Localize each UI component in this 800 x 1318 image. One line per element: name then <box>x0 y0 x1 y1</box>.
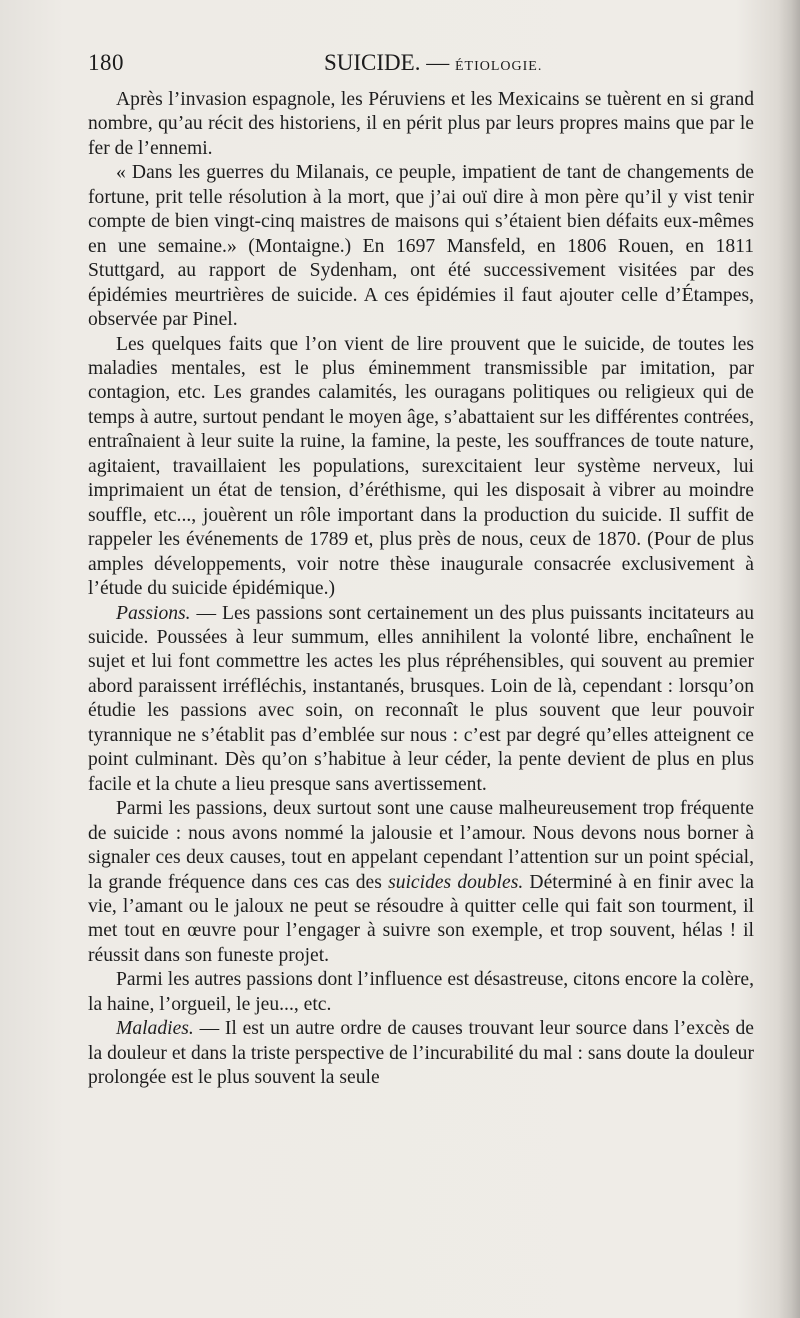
heading-dash: — <box>193 1018 225 1040</box>
section-heading-passions: Passions. <box>116 602 191 624</box>
emphasis-suicides-doubles: suicides doubles. <box>388 871 524 893</box>
paragraph-maladies <box>88 1017 754 1090</box>
paragraph-montaigne-quote: « Dans les guerres du Milanais, ce peuple, impatient de tant de changements de fortune, prit telle résolution à la mort, que j’ai ouï dire à mon père qu’il y vist tenir compte de bien vingt-cinq maistres de maisons qui s’étaient bien défaits eux-mêmes en une semaine.» (Montaigne.) En 1697 Mansfeld, en 1806 Rouen, en 1811 Stuttgard, au rapport de Sydenham, ont été successivement visitées par des épidémies meurtrières de suicide. A ces épidémies il faut ajouter celle d’Étampes, observée par Pinel. <box>88 162 754 331</box>
section-heading-maladies: Maladies. <box>116 1018 194 1040</box>
paragraph-maladies-text: Il est un autre ordre de causes trouvant leur source dans l’excès de la douleur et dans la triste perspective de l’incurabilité du mal : sans doute la douleur prolongée est le plus souvent la seule <box>88 1018 755 1089</box>
paragraph-jealousy-love <box>88 797 754 968</box>
running-title <box>324 50 542 76</box>
body-text <box>88 88 754 1091</box>
running-title-separator: — <box>426 50 450 75</box>
running-header <box>88 50 752 84</box>
running-title-main: SUICIDE. <box>324 50 421 75</box>
paragraph-jealousy-text-before: Parmi les passions, deux surtout sont une cause malheureusement trop fréquente de suicide : nous avons nommé la jalousie et l’amour. Nous devons nous borner à signaler ces deux causes, tout en appelant cependant l’attention sur un point spécial, la grande fréquence dans ces cas des <box>88 798 754 893</box>
paragraph-passions-text: Les passions sont certainement un des plus puissants incitateurs au suicide. Poussées à leur summum, elles annihilent la volonté libre, enchaînent le sujet et lui font commettre les actes les plus répréhensibles, qui souvent au premier abord paraissent irréfléchis, instantanés, brusques. Loin de là, cependant : lorsqu’on étudie les passions avec soin, on reconnaît le plus souvent que leur pouvoir tyrannique ne s’établit pas d’emblée sur nous : c’est par degré qu’elles atteignent ce point culminant. Dès qu’on s’habitue à leur céder, la pente devient de plus en plus facile et la chute a lieu presque sans avertissement. <box>88 602 754 795</box>
page-number: 180 <box>88 50 124 75</box>
paragraph-other-passions: Parmi les autres passions dont l’influence est désastreuse, citons encore la colère, la haine, l’orgueil, le jeu..., etc. <box>88 969 754 1015</box>
paragraph-peruvians: Après l’invasion espagnole, les Péruviens et les Mexicains se tuèrent en si grand nombre, qu’au récit des historiens, il en périt plus par leurs propres mains que par le fer de l’ennemi. <box>88 89 754 159</box>
running-title-subtitle: ÉTIOLOGIE. <box>454 59 543 74</box>
paragraph-jealousy-text-after: Déterminé à en finir avec la vie, l’amant ou le jaloux ne peut se résoudre à quitter celle qui fait son tourment, il met tout en œuvre pour l’engager à suivre son exemple, et trop souvent, hélas ! il réussit dans son funeste projet. <box>88 871 754 966</box>
heading-dash: — <box>190 602 222 624</box>
paragraph-contagion: Les quelques faits que l’on vient de lire prouvent que le suicide, de toutes les maladies mentales, est le plus éminemment transmissible par imitation, par contagion, etc. Les grandes calamités, les ouragans politiques ou religieux qui de temps à autre, surtout pendant le moyen âge, s’abattaient sur les différentes contrées, entraînaient à leur suite la ruine, la famine, la peste, les souffrances de toute nature, agitaient, travaillaient les populations, surexcitaient leur système nerveux, lui imprimaient un état de tension, d’éréthisme, qui les disposait à vibrer au moindre souffle, etc..., jouèrent un rôle important dans la production du suicide. Il suffit de rappeler les événements de 1789 et, plus près de nous, ceux de 1870. (Pour de plus amples développements, voir notre thèse inaugurale consacrée exclusivement à l’étude du suicide épidémique.) <box>88 333 754 600</box>
page-edge-shadow <box>778 0 800 1318</box>
paragraph-passions <box>88 602 754 798</box>
